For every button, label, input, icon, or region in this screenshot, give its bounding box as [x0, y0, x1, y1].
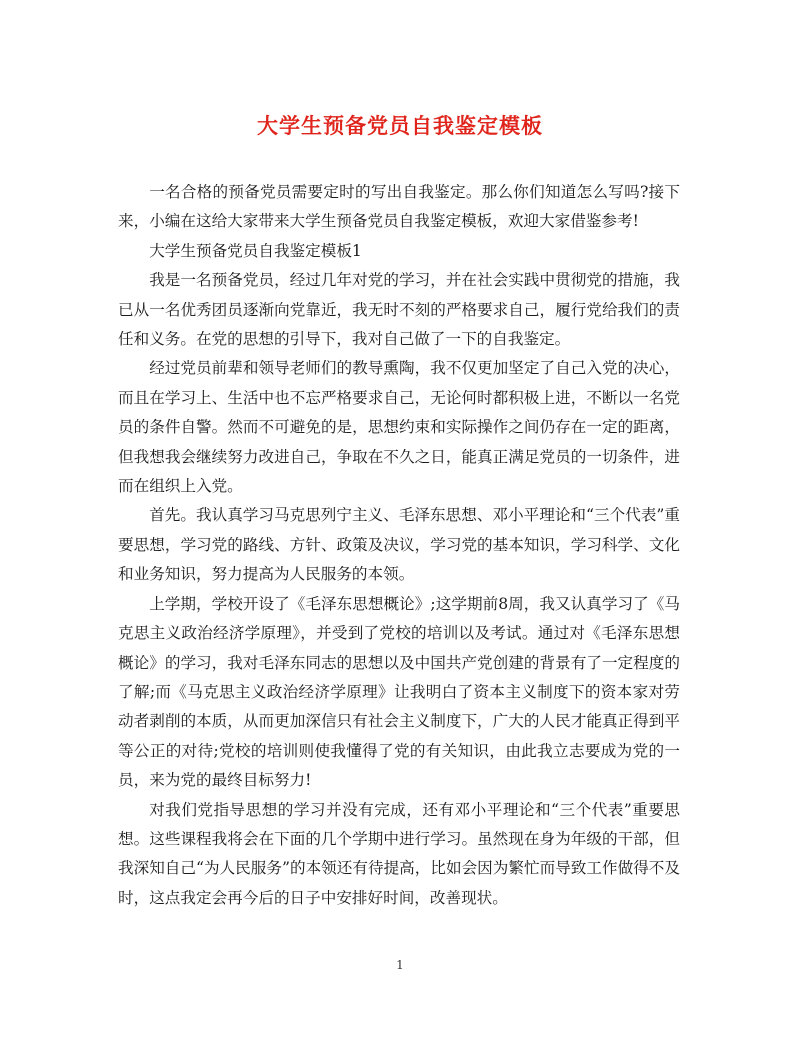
paragraph: 上学期，学校开设了《毛泽东思想概论》;这学期前8周，我又认真学习了《马克思主义政治经济学原理》，并受到了党校的培训以及考试。通过对《毛泽东思想概论》的学习，我对毛泽东同志的思想以及中国共产党创建的背景有了一定程度的了解;而《马克思主义政治经济学原理》让我明白了资本主义制度下的资本家对劳动者剥削的本质，从而更加深信只有社会主义制度下，广大的人民才能真正得到平等公正的对待;党校的培训则使我懂得了党的有关知识，由此我立志要成为党的一员，来为党的最终目标努力!	[118, 594, 680, 790]
section-heading: 大学生预备党员自我鉴定模板1	[149, 241, 362, 260]
paragraph-intro: 一名合格的预备党员需要定时的写出自我鉴定。那么你们知道怎么写吗?接下来，小编在这给大家带来大学生预备党员自我鉴定模板，欢迎大家借鉴参考!	[118, 183, 680, 231]
paragraph: 我是一名预备党员，经过几年对党的学习，并在社会实践中贯彻党的措施，我已从一名优秀团员逐渐向党靠近，我无时不刻的严格要求自己，履行党给我们的责任和义务。在党的思想的引导下，我对自己做了一下的自我鉴定。	[118, 271, 680, 349]
page-number: 1	[396, 958, 404, 972]
document-title: 大学生预备党员自我鉴定模板	[257, 113, 543, 138]
paragraph: 经过党员前辈和领导老师们的教导熏陶，我不仅更加坚定了自己入党的决心，而且在学习上、生活中也不忘严格要求自己，无论何时都积极上进，不断以一名党员的条件自警。然而不可避免的是，思想约束和实际操作之间仍存在一定的距离，但我想我会继续努力改进自己，争取在不久之日，能真正满足党员的一切条件，进而在组织上入党。	[118, 359, 680, 496]
paragraph: 对我们党指导思想的学习并没有完成，还有邓小平理论和“三个代表”重要思想。这些课程我将会在下面的几个学期中进行学习。虽然现在身为年级的干部，但我深知自己“为人民服务”的本领还有待提高，比如会因为繁忙而导致工作做得不及时，这点我定会再今后的日子中安排好时间，改善现状。	[118, 800, 680, 907]
document-body	[118, 178, 680, 913]
paragraph: 首先。我认真学习马克思列宁主义、毛泽东思想、邓小平理论和“三个代表”重要思想，学习党的路线、方针、政策及决议，学习党的基本知识，学习科学、文化和业务知识，努力提高为人民服务的本领。	[118, 506, 680, 584]
